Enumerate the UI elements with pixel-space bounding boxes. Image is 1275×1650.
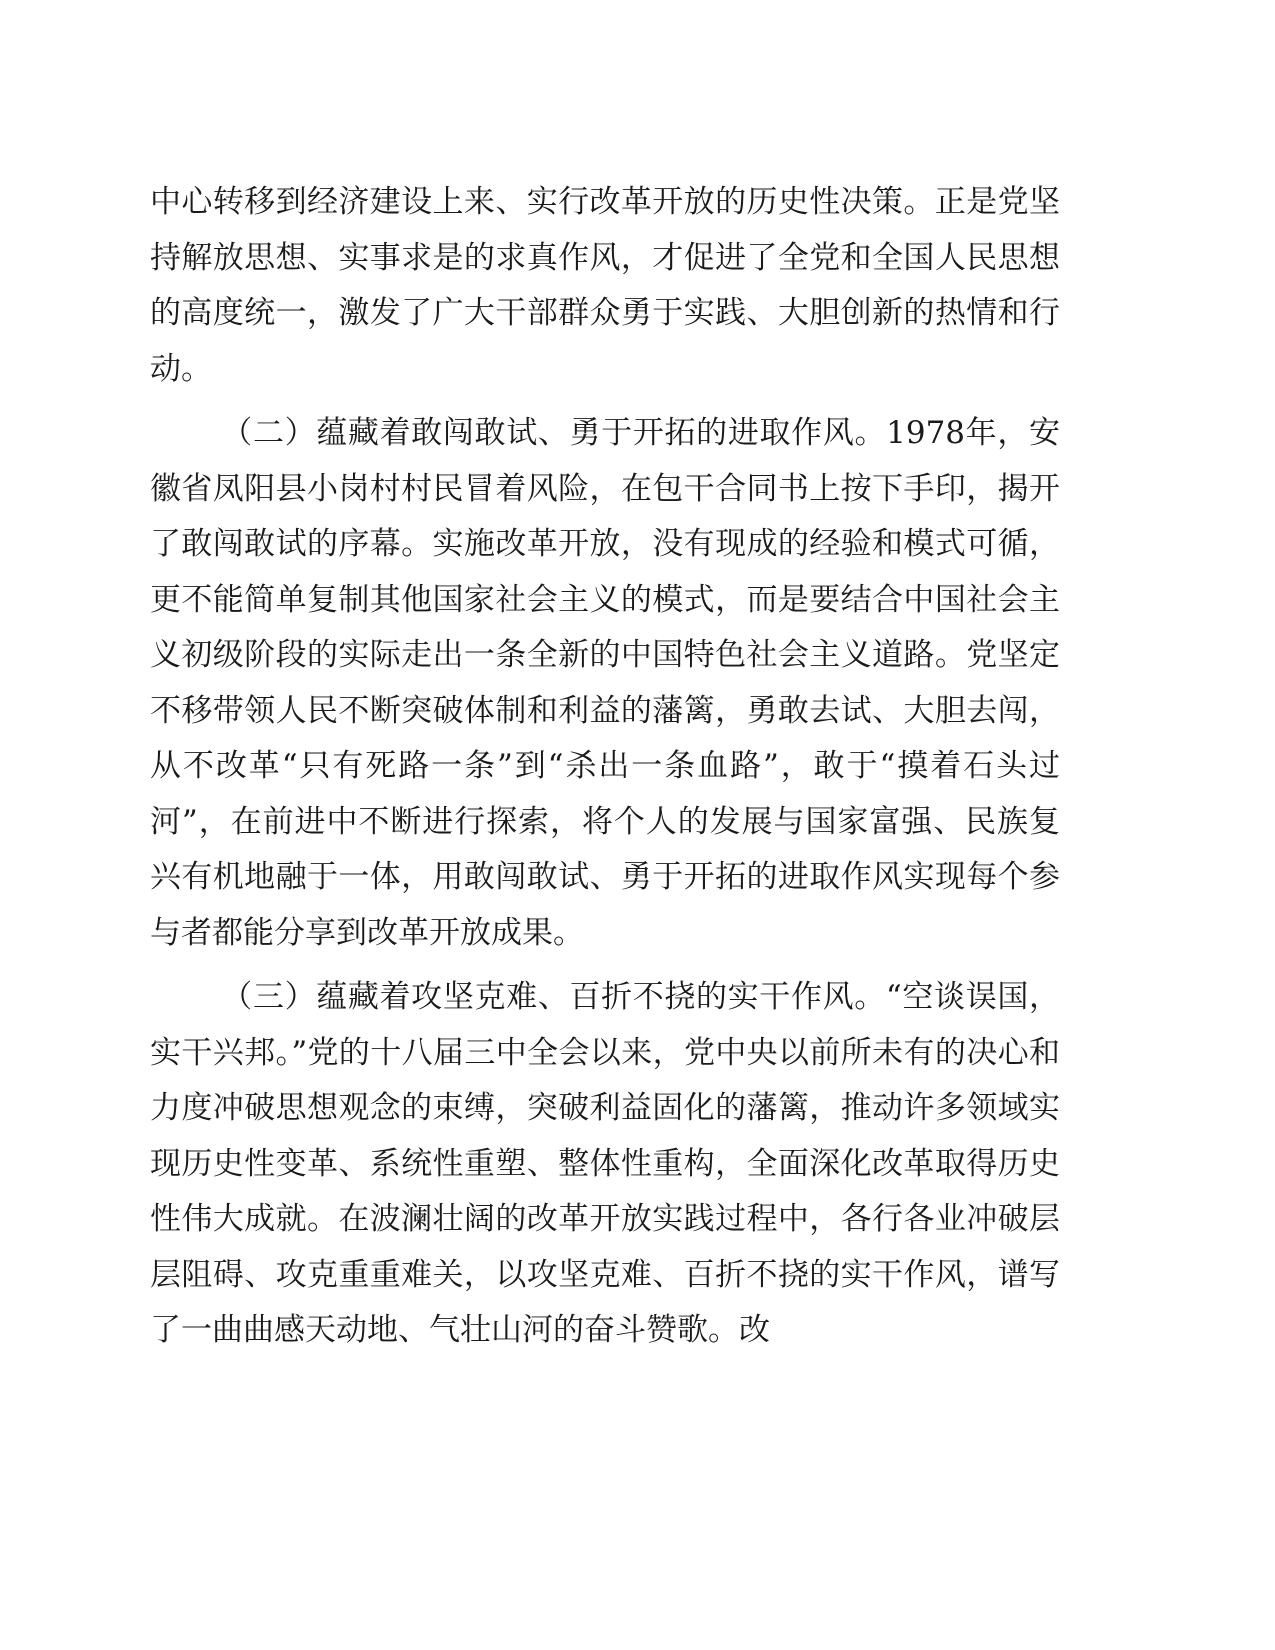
paragraph-section-three: （三）蕴藏着攻坚克难、百折不挠的实干作风。“空谈误国，实干兴邦。”党的十八届三中全会以来，党中央以前所未有的决心和力度冲破思想观念的束缚，突破利益固化的藩篱，推动许多领域实现历史性变革、系统性重塑、整体性重构，全面深化改革取得历史性伟大成就。在波澜壮阔的改革开放实践过程中，各行各业冲破层层阻碍、攻克重重难关，以攻坚克难、百折不挠的实干作风，谱写了一曲曲感天动地、气壮山河的奋斗赞歌。改 (150, 979, 1060, 1348)
paragraph-section-two: （二）蕴藏着敢闯敢试、勇于开拓的进取作风。1978年，安徽省凤阳县小岗村村民冒着风险，在包干合同书上按下手印，揭开了敢闯敢试的序幕。实施改革开放，没有现成的经验和模式可循，更不能简单复制其他国家社会主义的模式，而是要结合中国社会主义初级阶段的实际走出一条全新的中国特色社会主义道路。党坚定不移带领人民不断突破体制和利益的藩篱，勇敢去试、大胆去闯，从不改革“只有死路一条”到“杀出一条血路”，敢于“摸着石头过河”，在前进中不断进行探索，将个人的发展与国家富强、民族复兴有机地融于一体，用敢闯敢试、勇于开拓的进取作风实现每个参与者都能分享到改革开放成果。 (150, 415, 1060, 951)
paragraph-continuation: 中心转移到经济建设上来、实行改革开放的历史性决策。正是党坚持解放思想、实事求是的求真作风，才促进了全党和全国人民思想的高度统一，激发了广大干部群众勇于实践、大胆创新的热情和行动。 (150, 184, 1060, 387)
document-body (150, 175, 1060, 1359)
